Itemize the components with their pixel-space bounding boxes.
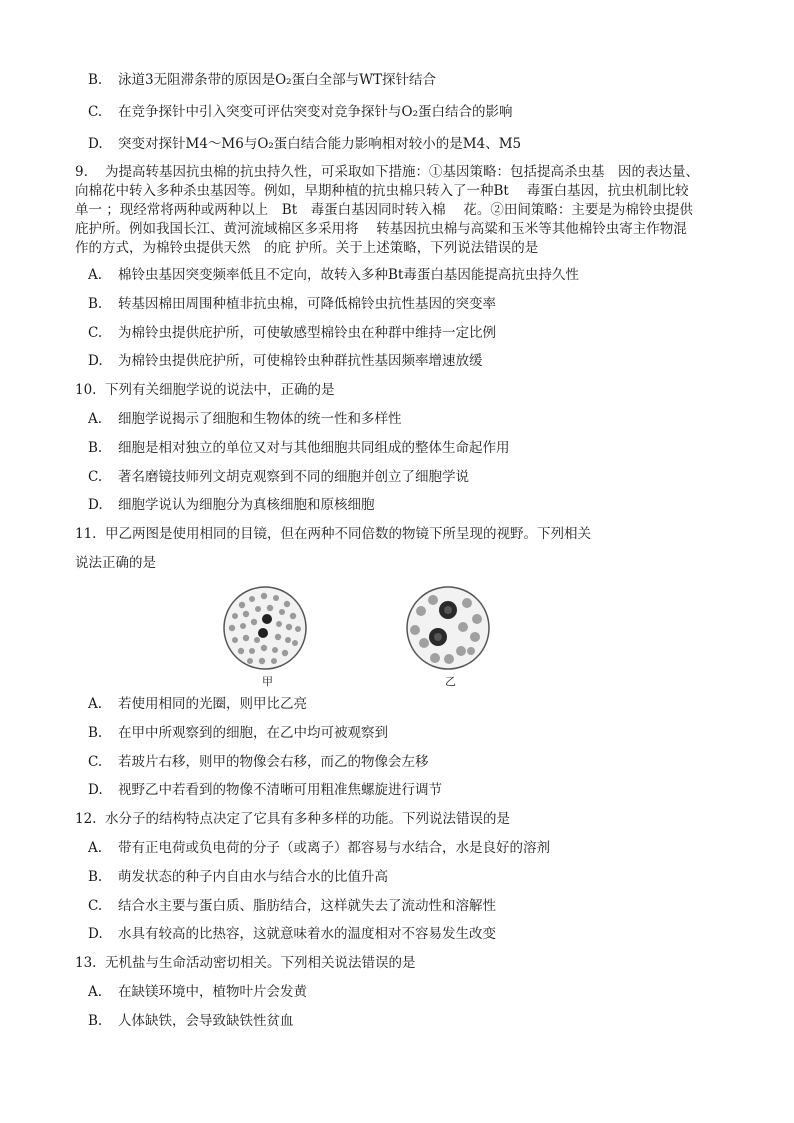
question-number: 9. — [75, 164, 88, 180]
q10-option-a — [88, 407, 402, 427]
q9-stem-line-4: 庇护所。例如我国长江、黄河流域棉区多采用将 转基因抗虫棉与高粱和玉米等其他棉铃虫寄主作物混 — [75, 221, 687, 237]
q8-option-d — [88, 132, 521, 152]
option-text: 若使用相同的光圈，则甲比乙亮 — [118, 696, 307, 712]
q12-option-c — [88, 894, 496, 914]
option-letter: A. — [88, 267, 103, 283]
q9-option-c — [88, 321, 496, 341]
q13-option-b — [88, 1009, 294, 1029]
option-letter: A. — [88, 840, 103, 856]
option-letter: C. — [88, 898, 103, 914]
option-letter: B. — [88, 72, 103, 88]
option-text: 萌发状态的种子内自由水与结合水的比值升高 — [118, 869, 388, 885]
q9-option-d — [88, 349, 483, 369]
q11-option-c — [88, 750, 429, 770]
option-text: 带有正电荷或负电荷的分子（或离子）都容易与水结合，水是良好的溶剂 — [118, 840, 550, 856]
option-letter: B. — [88, 1013, 103, 1029]
q13-option-a — [88, 980, 307, 1000]
q9-stem-line-2: 向棉花中转入多种杀虫基因等。例如，早期种植的抗虫棉只转入了一种Bt 毒蛋白基因，抗虫机制比较 — [75, 183, 689, 199]
option-letter: B. — [88, 296, 103, 312]
q9-stem-line-3: 单一 ；现经常将两种或两种以上 Bt 毒蛋白基因同时转入棉 花。②田间策略：主要是为棉铃虫提供 — [75, 202, 693, 218]
question-number: 11. — [75, 526, 97, 542]
option-text: 转基因棉田周围种植非抗虫棉，可降低棉铃虫抗性基因的突变率 — [118, 296, 496, 312]
option-text: 若玻片右移，则甲的物像会右移，而乙的物像会左移 — [118, 754, 429, 770]
option-text: 棉铃虫基因突变频率低且不定向，故转入多种Bt毒蛋白基因能提高抗虫持久性 — [118, 267, 579, 283]
option-letter: A. — [88, 984, 103, 1000]
q11-option-b — [88, 721, 388, 741]
option-text: 在竞争探针中引入突变可评估突变对竞争探针与O₂蛋白结合的影响 — [118, 104, 513, 120]
option-letter: C. — [88, 104, 103, 120]
q13-stem — [75, 951, 416, 971]
option-text: 为棉铃虫提供庇护所，可使敏感型棉铃虫在种群中维持一定比例 — [118, 325, 496, 341]
stem-text: 水分子的结构特点决定了它具有多种多样的功能。下列说法错误的是 — [105, 811, 510, 827]
q10-stem — [75, 378, 335, 398]
stem-text: 下列有关细胞学说的说法中，正确的是 — [105, 382, 335, 398]
q12-option-a — [88, 836, 550, 856]
option-text: 泳道3无阻滞条带的原因是O₂蛋白全部与WT探针结合 — [118, 72, 436, 88]
option-letter: D. — [88, 353, 103, 369]
q8-option-b — [88, 68, 436, 88]
option-text: 视野乙中若看到的物像不清晰可用粗准焦螺旋进行调节 — [118, 782, 442, 798]
q11-stem-line-1 — [75, 522, 591, 542]
option-letter: B. — [88, 725, 103, 741]
q11-option-a — [88, 692, 307, 712]
option-text: 为棉铃虫提供庇护所，可使棉铃虫种群抗性基因频率增速放缓 — [118, 353, 483, 369]
option-letter: B. — [88, 869, 103, 885]
q11-stem-line-2: 说法正确的是 — [75, 555, 156, 571]
option-text: 细胞是相对独立的单位又对与其他细胞共同组成的整体生命起作用 — [118, 440, 510, 456]
option-text: 细胞学说认为细胞分为真核细胞和原核细胞 — [118, 497, 375, 513]
option-letter: D. — [88, 497, 103, 513]
q12-stem — [75, 807, 510, 827]
option-letter: D. — [88, 926, 103, 942]
option-letter: A. — [88, 696, 103, 712]
q9-option-a — [88, 263, 579, 283]
option-letter: D. — [88, 136, 103, 152]
microscope-view-right-figure — [405, 585, 491, 671]
q9-stem-line-1 — [75, 160, 699, 180]
option-text: 著名磨镜技师列文胡克观察到不同的细胞并创立了细胞学说 — [118, 469, 469, 485]
stem-text: 无机盐与生命活动密切相关。下列相关说法错误的是 — [105, 955, 416, 971]
q10-option-d — [88, 493, 375, 513]
q11-option-d — [88, 778, 442, 798]
option-text: 细胞学说揭示了细胞和生物体的统一性和多样性 — [118, 411, 402, 427]
option-text: 在甲中所观察到的细胞，在乙中均可被观察到 — [118, 725, 388, 741]
option-text: 结合水主要与蛋白质、脂肪结合，这样就失去了流动性和溶解性 — [118, 898, 496, 914]
q10-option-c — [88, 465, 469, 485]
q9-stem-line-5: 作的方式，为棉铃虫提供天然 的庇 护所。关于上述策略，下列说法错误的是 — [75, 240, 539, 256]
option-letter: A. — [88, 411, 103, 427]
option-text: 突变对探针M4～M6与O₂蛋白结合能力影响相对较小的是M4、M5 — [118, 136, 522, 152]
option-text: 水具有较高的比热容，这就意味着水的温度相对不容易发生改变 — [118, 926, 496, 942]
q10-option-b — [88, 436, 510, 456]
option-text: 在缺镁环境中，植物叶片会发黄 — [118, 984, 307, 1000]
question-number: 13. — [75, 955, 97, 971]
q12-option-d — [88, 922, 496, 942]
figure-caption-right: 乙 — [445, 675, 456, 688]
figure-caption-left: 甲 — [262, 675, 273, 688]
option-text: 人体缺铁，会导致缺铁性贫血 — [118, 1013, 294, 1029]
option-letter: C. — [88, 325, 103, 341]
q12-option-b — [88, 865, 388, 885]
question-number: 10. — [75, 382, 97, 398]
stem-text: 为提高转基因抗虫棉的抗虫持久性，可采取如下措施：①基因策略：包括提高杀虫基 因的表达量、 — [105, 164, 699, 180]
option-letter: C. — [88, 469, 103, 485]
q8-option-c — [88, 100, 512, 120]
question-number: 12. — [75, 811, 97, 827]
q9-option-b — [88, 292, 496, 312]
option-letter: C. — [88, 754, 103, 770]
microscope-view-left-figure — [222, 585, 308, 671]
stem-text: 甲乙两图是使用相同的目镜，但在两种不同倍数的物镜下所呈现的视野。下列相关 — [105, 526, 591, 542]
option-letter: D. — [88, 782, 103, 798]
option-letter: B. — [88, 440, 103, 456]
